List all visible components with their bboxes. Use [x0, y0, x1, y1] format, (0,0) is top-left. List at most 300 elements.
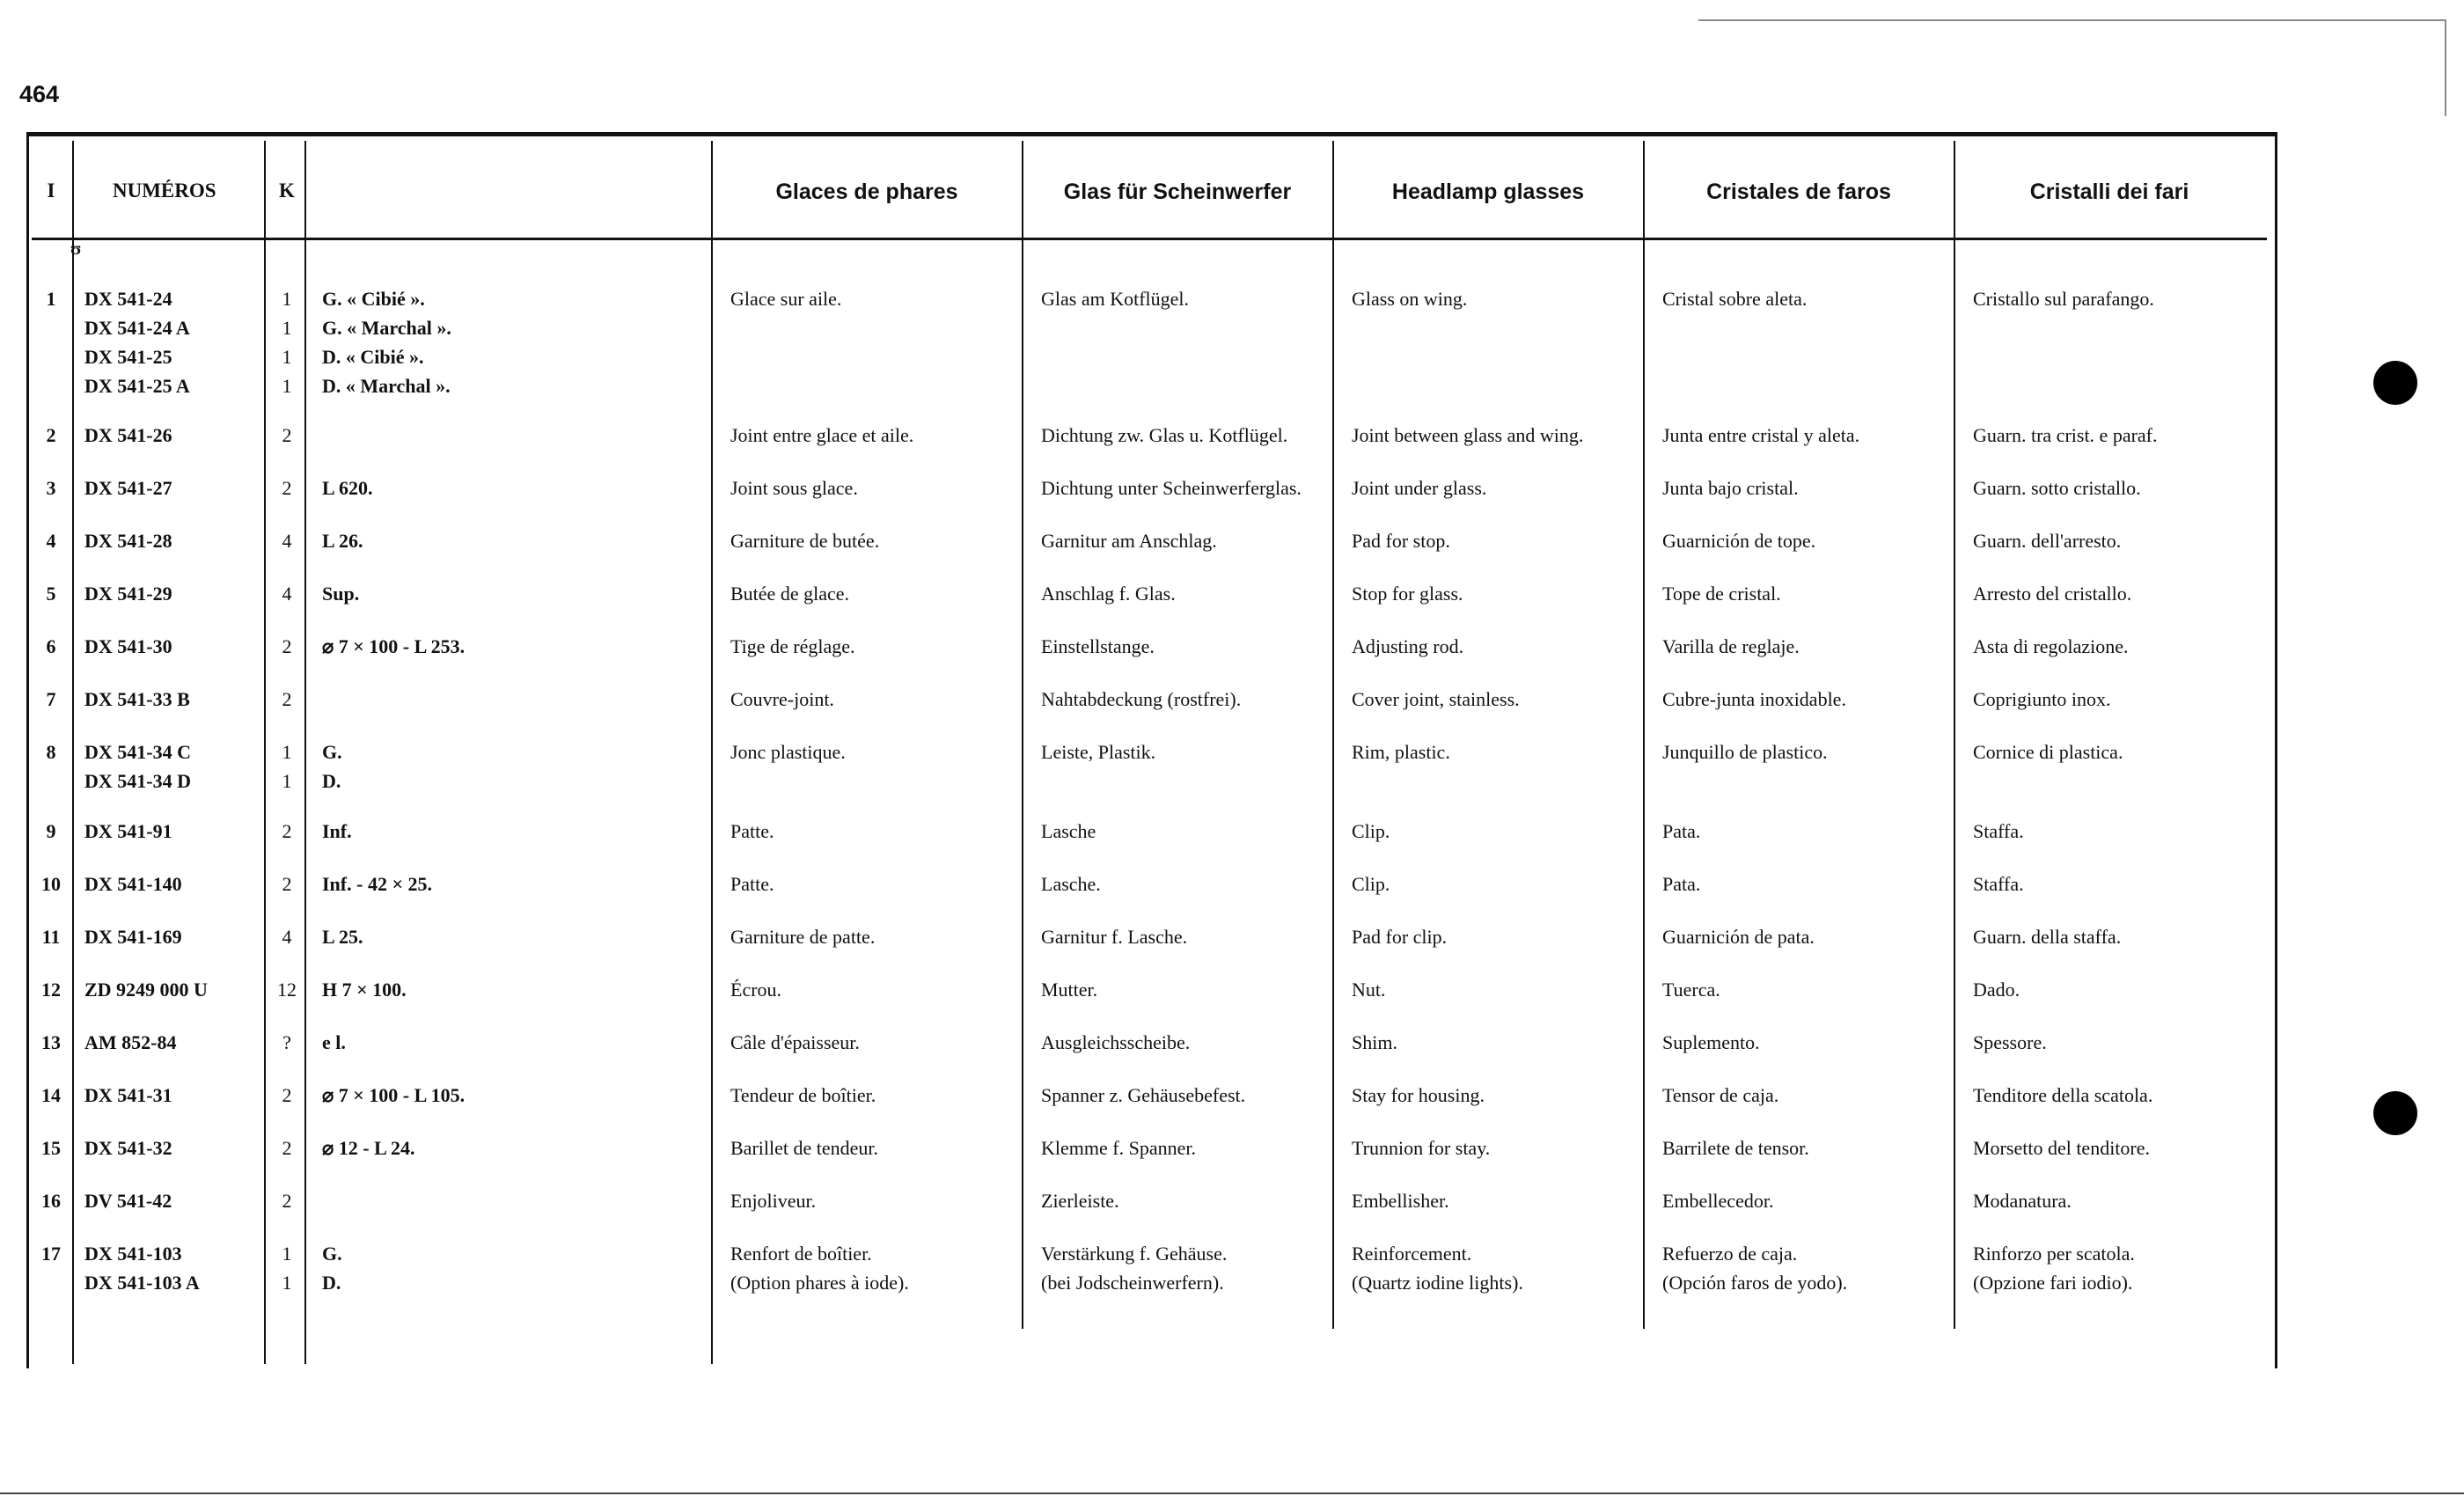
- part-number: [84, 737, 191, 796]
- french-name: [730, 685, 834, 714]
- french-name-line: Jonc plastique.: [730, 741, 846, 763]
- part-spec-line: D. « Cibié ».: [322, 346, 424, 368]
- spanish-name-line: Pata.: [1662, 873, 1701, 895]
- french-name-line: Garniture de patte.: [730, 926, 876, 948]
- part-spec: [322, 632, 465, 661]
- part-spec-line: Inf.: [322, 820, 352, 842]
- spanish-name: [1662, 473, 1799, 502]
- german-name-line: Spanner z. Gehäusebefest.: [1041, 1084, 1246, 1106]
- german-name: [1041, 869, 1101, 898]
- part-spec-line: ⌀ 12 - L 24.: [322, 1137, 415, 1159]
- spanish-name-line: Guarnición de tope.: [1662, 530, 1816, 552]
- row-index: [32, 473, 70, 502]
- row-index-line: 5: [46, 583, 56, 605]
- italian-name: [1973, 975, 2020, 1004]
- italian-name: [1973, 817, 2024, 846]
- part-number: [84, 579, 172, 608]
- part-spec: [322, 1133, 415, 1162]
- spanish-name-line: Tope de cristal.: [1662, 583, 1781, 605]
- column-divider: [1022, 141, 1023, 1329]
- quantity-line: 1: [282, 741, 292, 763]
- part-number-line: DX 541-24: [84, 288, 172, 310]
- part-number-line: DX 541-103: [84, 1243, 182, 1265]
- quantity: [269, 284, 304, 400]
- french-name: [730, 632, 855, 661]
- right-rule: [2445, 19, 2446, 116]
- part-number-line: DX 541-32: [84, 1137, 172, 1159]
- german-name: [1041, 1081, 1245, 1110]
- row-index: [32, 685, 70, 714]
- header-qty: K: [279, 180, 295, 202]
- english-name: [1352, 579, 1463, 608]
- quantity: [269, 1239, 304, 1297]
- part-spec-line: G.: [322, 1243, 342, 1265]
- row-index: [32, 737, 70, 766]
- part-number-line: DX 541-28: [84, 530, 172, 552]
- part-spec-line: G.: [322, 741, 342, 763]
- part-number: [84, 632, 172, 661]
- german-name-line: Garnitur f. Lasche.: [1041, 926, 1188, 948]
- row-index: [32, 1081, 70, 1110]
- quantity-line: 2: [282, 688, 292, 710]
- quantity-line: 1: [282, 770, 292, 792]
- part-number-line: DX 541-29: [84, 583, 172, 605]
- italian-name-line: Spessore.: [1973, 1031, 2047, 1053]
- french-name-line: Couvre-joint.: [730, 688, 834, 710]
- part-number-line: DX 541-25: [84, 346, 172, 368]
- row-index: [32, 1133, 70, 1162]
- row-index-line: 7: [46, 688, 56, 710]
- italian-name-line: Guarn. tra crist. e paraf.: [1973, 424, 2158, 446]
- quantity: [269, 632, 304, 661]
- french-name: [730, 869, 774, 898]
- english-name-line: Glass on wing.: [1352, 288, 1468, 310]
- column-divider: [1643, 141, 1645, 1329]
- spanish-name: [1662, 284, 1807, 313]
- punch-hole-upper: [2373, 361, 2417, 405]
- french-name: [730, 1133, 878, 1162]
- italian-name: [1973, 1239, 2135, 1297]
- french-name: [730, 579, 849, 608]
- part-spec-line: [322, 421, 327, 450]
- english-name: [1352, 869, 1390, 898]
- part-number-line: ZD 9249 000 U: [84, 979, 208, 1001]
- french-name-line: Joint entre glace et aile.: [730, 424, 914, 446]
- italian-name: [1973, 737, 2123, 766]
- quantity-line: 4: [282, 926, 292, 948]
- part-spec-line: [322, 1186, 327, 1215]
- spanish-name: [1662, 421, 1859, 450]
- spanish-name-line: Barrilete de tensor.: [1662, 1137, 1809, 1159]
- italian-name-line: Dado.: [1973, 979, 2020, 1001]
- part-number-line: DX 541-140: [84, 873, 182, 895]
- french-name-line: Joint sous glace.: [730, 477, 858, 499]
- german-name-line: Leiste, Plastik.: [1041, 741, 1156, 763]
- part-number-line: DV 541-42: [84, 1190, 172, 1212]
- spanish-name-line: Cristal sobre aleta.: [1662, 288, 1808, 310]
- english-name-line: Pad for clip.: [1352, 926, 1448, 948]
- french-name: [730, 1081, 876, 1110]
- english-name: [1352, 685, 1520, 714]
- part-spec: [322, 1239, 342, 1297]
- spanish-name-line: Junta entre cristal y aleta.: [1662, 424, 1860, 446]
- english-name-line: Clip.: [1352, 820, 1390, 842]
- italian-name-line: Rinforzo per scatola.: [1973, 1243, 2135, 1265]
- row-index: [32, 922, 70, 951]
- part-number: [84, 1081, 172, 1110]
- row-index: [32, 869, 70, 898]
- italian-name-line: Morsetto del tenditore.: [1973, 1137, 2151, 1159]
- german-name: [1041, 1186, 1119, 1215]
- quantity-line: 1: [282, 1272, 292, 1294]
- spanish-name-line: Refuerzo de caja.: [1662, 1243, 1798, 1265]
- english-name-line: Nut.: [1352, 979, 1386, 1001]
- italian-name-line: Arresto del cristallo.: [1973, 583, 2132, 605]
- french-name-line: Enjoliveur.: [730, 1190, 817, 1212]
- quantity-line: 2: [282, 635, 292, 657]
- french-name: [730, 922, 875, 951]
- french-name-line: Butée de glace.: [730, 583, 849, 605]
- row-index-line: 10: [41, 873, 61, 895]
- quantity-line: 1: [282, 375, 292, 397]
- spanish-name-line: Suplemento.: [1662, 1031, 1760, 1053]
- row-index: [32, 817, 70, 846]
- english-name-line: Stop for glass.: [1352, 583, 1463, 605]
- german-name: [1041, 817, 1096, 846]
- row-index: [32, 1239, 70, 1268]
- part-number-line: DX 541-34 C: [84, 741, 191, 763]
- spanish-name: [1662, 817, 1700, 846]
- part-spec-line: G. « Cibié ».: [322, 288, 425, 310]
- part-number: [84, 685, 190, 714]
- german-name: [1041, 473, 1302, 502]
- part-spec: [322, 869, 432, 898]
- french-name-line: Garniture de butée.: [730, 530, 880, 552]
- german-name: [1041, 1133, 1196, 1162]
- german-name: [1041, 421, 1287, 450]
- part-spec: [322, 1081, 465, 1110]
- quantity: [269, 1028, 304, 1057]
- part-number-line: DX 541-33 B: [84, 688, 190, 710]
- punch-hole-lower: [2373, 1091, 2417, 1135]
- part-number-line: DX 541-27: [84, 477, 172, 499]
- quantity-line: 2: [282, 1084, 292, 1106]
- row-index-line: 12: [41, 979, 61, 1001]
- italian-name-line: Guarn. della staffa.: [1973, 926, 2122, 948]
- english-name: [1352, 1081, 1485, 1110]
- part-number: [84, 1239, 200, 1297]
- quantity: [269, 1133, 304, 1162]
- quantity-line: ?: [282, 1031, 291, 1053]
- english-name-line: Embellisher.: [1352, 1190, 1449, 1212]
- spanish-name-line: Tuerca.: [1662, 979, 1720, 1001]
- german-name-line: Mutter.: [1041, 979, 1098, 1001]
- column-divider: [1954, 141, 1955, 1329]
- italian-name: [1973, 1186, 2072, 1215]
- bottom-rule: [0, 1492, 2464, 1494]
- row-index: [32, 1028, 70, 1057]
- part-spec-line: D. « Marchal ».: [322, 375, 451, 397]
- part-spec-line: L 25.: [322, 926, 363, 948]
- german-name-line: Nahtabdeckung (rostfrei).: [1041, 688, 1242, 710]
- spanish-name: [1662, 1081, 1778, 1110]
- german-name-line: (bei Jodscheinwerfern).: [1041, 1272, 1224, 1294]
- quantity-line: 2: [282, 873, 292, 895]
- italian-name: [1973, 685, 2110, 714]
- italian-name-line: Cornice di plastica.: [1973, 741, 2123, 763]
- quantity: [269, 737, 304, 796]
- english-name-line: Shim.: [1352, 1031, 1397, 1053]
- german-name: [1041, 284, 1189, 313]
- part-number: [84, 922, 182, 951]
- italian-name-line: Guarn. dell'arresto.: [1973, 530, 2122, 552]
- part-spec-line: G. « Marchal ».: [322, 317, 451, 339]
- part-spec: [322, 1028, 346, 1057]
- spanish-name-line: Tensor de caja.: [1662, 1084, 1779, 1106]
- spanish-name: [1662, 1186, 1773, 1215]
- part-number: [84, 1028, 176, 1057]
- italian-name-line: (Opzione fari iodio).: [1973, 1272, 2133, 1294]
- part-number-line: DX 541-34 D: [84, 770, 191, 792]
- italian-name-line: Guarn. sotto cristallo.: [1973, 477, 2141, 499]
- german-name-line: Zierleiste.: [1041, 1190, 1119, 1212]
- german-name-line: Anschlag f. Glas.: [1041, 583, 1176, 605]
- french-name-line: Écrou.: [730, 979, 782, 1001]
- part-spec-line: H 7 × 100.: [322, 979, 407, 1001]
- part-number-line: DX 541-31: [84, 1084, 172, 1106]
- part-number-line: DX 541-30: [84, 635, 172, 657]
- german-name: [1041, 975, 1097, 1004]
- italian-name: [1973, 632, 2129, 661]
- spanish-name-line: Junquillo de plastico.: [1662, 741, 1828, 763]
- quantity: [269, 473, 304, 502]
- english-name: [1352, 1133, 1490, 1162]
- italian-name: [1973, 1081, 2152, 1110]
- italian-name-line: Modanatura.: [1973, 1190, 2072, 1212]
- header-rule: [32, 238, 2267, 240]
- spanish-name: [1662, 632, 1800, 661]
- part-number-line: DX 541-103 A: [84, 1272, 200, 1294]
- english-name-line: Adjusting rod.: [1352, 635, 1464, 657]
- row-index: [32, 975, 70, 1004]
- english-name: [1352, 817, 1390, 846]
- part-spec: [322, 975, 407, 1004]
- quantity-line: 1: [282, 288, 292, 310]
- part-spec-line: ⌀ 7 × 100 - L 105.: [322, 1084, 466, 1106]
- part-spec-line: Sup.: [322, 583, 360, 605]
- row-index-line: 15: [41, 1137, 61, 1159]
- italian-name: [1973, 526, 2121, 555]
- quantity-line: 4: [282, 583, 292, 605]
- header-spanish: Cristales de faros: [1706, 180, 1891, 204]
- english-name-line: Joint between glass and wing.: [1352, 424, 1584, 446]
- quantity-line: 2: [282, 1190, 292, 1212]
- english-name-line: Rim, plastic.: [1352, 741, 1450, 763]
- row-index: [32, 1186, 70, 1215]
- spanish-name-line: Junta bajo cristal.: [1662, 477, 1799, 499]
- part-spec: [322, 421, 327, 450]
- row-index-line: 11: [41, 926, 61, 948]
- part-number: [84, 975, 208, 1004]
- part-spec: [322, 1186, 327, 1215]
- english-name: [1352, 473, 1486, 502]
- quantity: [269, 526, 304, 555]
- english-name: [1352, 737, 1450, 766]
- french-name-line: Tige de réglage.: [730, 635, 855, 657]
- row-index-line: 13: [41, 1031, 61, 1053]
- italian-name-line: Asta di regolazione.: [1973, 635, 2129, 657]
- spanish-name: [1662, 1133, 1809, 1162]
- header-french: Glaces de phares: [775, 180, 958, 204]
- french-name: [730, 1028, 860, 1057]
- spanish-name: [1662, 685, 1846, 714]
- english-name: [1352, 1186, 1449, 1215]
- german-name: [1041, 579, 1176, 608]
- quantity-line: 4: [282, 530, 292, 552]
- french-name-line: Câle d'épaisseur.: [730, 1031, 860, 1053]
- page-number: 464: [19, 81, 60, 107]
- part-spec: [322, 526, 363, 555]
- part-number: [84, 817, 172, 846]
- part-spec: [322, 473, 372, 502]
- part-spec-line: D.: [322, 1272, 341, 1294]
- part-spec-line: ⌀ 7 × 100 - L 253.: [322, 635, 466, 657]
- french-name: [730, 817, 774, 846]
- italian-name-line: Coprigiunto inox.: [1973, 688, 2111, 710]
- row-index-line: 1: [46, 288, 56, 310]
- row-index: [32, 421, 70, 450]
- german-name: [1041, 922, 1187, 951]
- quantity: [269, 579, 304, 608]
- french-name: [730, 975, 781, 1004]
- french-name: [730, 284, 841, 313]
- spanish-name: [1662, 869, 1700, 898]
- part-spec-line: L 26.: [322, 530, 363, 552]
- header-english: Headlamp glasses: [1391, 180, 1585, 204]
- spanish-name-line: Pata.: [1662, 820, 1701, 842]
- row-index-line: 17: [41, 1243, 61, 1265]
- english-name-line: Trunnion for stay.: [1352, 1137, 1491, 1159]
- quantity-line: 2: [282, 1137, 292, 1159]
- part-spec: [322, 284, 451, 400]
- spanish-name-line: Guarnición de pata.: [1662, 926, 1815, 948]
- english-name: [1352, 526, 1450, 555]
- italian-name: [1973, 421, 2158, 450]
- header-numbers: NUMÉROS: [113, 180, 216, 202]
- quantity-line: 2: [282, 820, 292, 842]
- german-name-line: Glas am Kotflügel.: [1041, 288, 1190, 310]
- english-name: [1352, 632, 1463, 661]
- spanish-name-line: (Opción faros de yodo).: [1662, 1272, 1848, 1294]
- part-number: [84, 1186, 172, 1215]
- italian-name: [1973, 473, 2141, 502]
- row-index-line: 9: [46, 820, 56, 842]
- quantity-line: 1: [282, 1243, 292, 1265]
- french-name: [730, 737, 846, 766]
- italian-name: [1973, 579, 2131, 608]
- quantity: [269, 817, 304, 846]
- spanish-name: [1662, 922, 1815, 951]
- column-divider: [711, 141, 713, 1364]
- header-german: Glas für Scheinwerfer: [1063, 180, 1292, 204]
- quantity: [269, 922, 304, 951]
- spanish-name: [1662, 975, 1720, 1004]
- part-number-line: DX 541-24 A: [84, 317, 190, 339]
- italian-name: [1973, 869, 2024, 898]
- french-name-line: Renfort de boîtier.: [730, 1243, 872, 1265]
- part-number: [84, 869, 182, 898]
- german-name-line: Dichtung zw. Glas u. Kotflügel.: [1041, 424, 1288, 446]
- part-spec-line: D.: [322, 770, 341, 792]
- german-name: [1041, 1239, 1227, 1297]
- german-name-line: Ausgleichsscheibe.: [1041, 1031, 1191, 1053]
- english-name: [1352, 975, 1386, 1004]
- part-number-line: DX 541-25 A: [84, 375, 190, 397]
- row-index-line: 14: [41, 1084, 61, 1106]
- german-name: [1041, 737, 1155, 766]
- part-number: [84, 284, 190, 400]
- part-number-line: DX 541-26: [84, 424, 172, 446]
- english-name: [1352, 1028, 1397, 1057]
- italian-name: [1973, 1028, 2047, 1057]
- part-spec: [322, 817, 352, 846]
- part-number-line: DX 541-91: [84, 820, 172, 842]
- column-divider: [304, 141, 306, 1364]
- italian-name: [1973, 284, 2154, 313]
- part-spec-line: e l.: [322, 1031, 346, 1053]
- row-index-line: 4: [46, 530, 56, 552]
- quantity: [269, 1186, 304, 1215]
- column-divider: [1332, 141, 1334, 1329]
- spanish-name-line: Embellecedor.: [1662, 1190, 1774, 1212]
- french-name-line: Patte.: [730, 873, 774, 895]
- english-name: [1352, 421, 1583, 450]
- french-name: [730, 473, 858, 502]
- row-index: [32, 284, 70, 313]
- english-name-line: Cover joint, stainless.: [1352, 688, 1520, 710]
- french-name: [730, 1239, 909, 1297]
- quantity-line: 2: [282, 477, 292, 499]
- english-name: [1352, 1239, 1523, 1297]
- german-name: [1041, 632, 1155, 661]
- quantity: [269, 869, 304, 898]
- french-name: [730, 526, 879, 555]
- german-name-line: Lasche.: [1041, 873, 1101, 895]
- check-mark-icon: ʊ: [70, 239, 82, 259]
- part-number: [84, 526, 172, 555]
- part-spec: [322, 685, 327, 714]
- part-spec-line: [322, 685, 327, 714]
- english-name: [1352, 922, 1447, 951]
- part-spec: [322, 737, 342, 796]
- quantity: [269, 1081, 304, 1110]
- spanish-name: [1662, 1028, 1760, 1057]
- german-name-line: Verstärkung f. Gehäuse.: [1041, 1243, 1228, 1265]
- italian-name-line: Staffa.: [1973, 820, 2024, 842]
- quantity-line: 1: [282, 346, 292, 368]
- german-name-line: Garnitur am Anschlag.: [1041, 530, 1217, 552]
- part-number: [84, 421, 172, 450]
- german-name-line: Lasche: [1041, 820, 1096, 842]
- row-index-line: 8: [46, 741, 56, 763]
- part-number-line: AM 852-84: [84, 1031, 177, 1053]
- row-index: [32, 526, 70, 555]
- row-index: [32, 632, 70, 661]
- english-name-line: (Quartz iodine lights).: [1352, 1272, 1523, 1294]
- part-spec: [322, 579, 359, 608]
- part-spec-line: L 620.: [322, 477, 373, 499]
- column-divider: [72, 141, 74, 1364]
